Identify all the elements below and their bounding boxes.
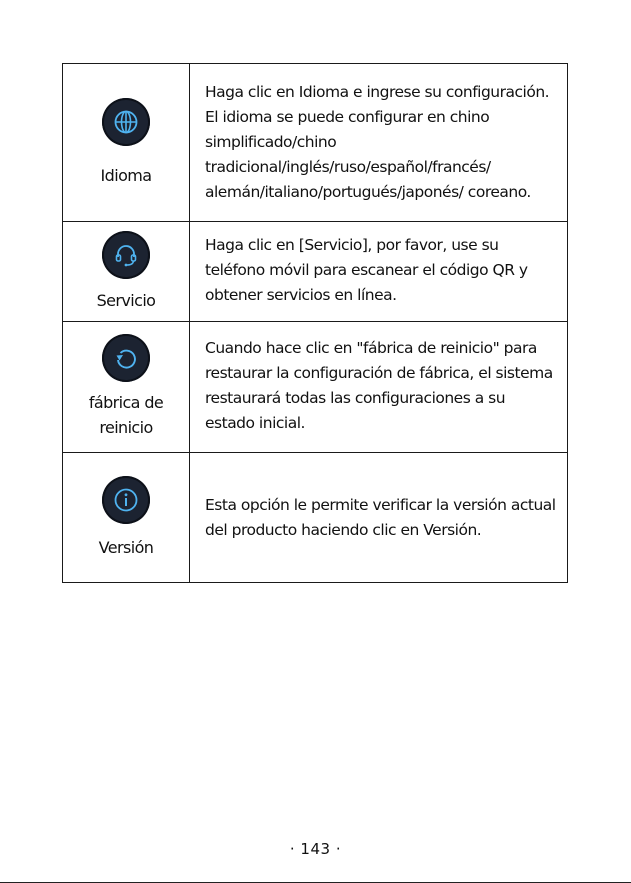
description-cell (190, 322, 568, 453)
label-cell (63, 453, 190, 583)
row-label: fábrica de reinicio (88, 393, 164, 437)
table-row-servicio (63, 222, 568, 322)
globe-icon (102, 98, 150, 146)
row-label: Versión (98, 537, 154, 557)
table-row-version (63, 453, 568, 583)
info-icon (102, 476, 150, 524)
row-description: Haga clic en [Servicio], por favor, use su teléfono móvil para escanear el código QR y obtener servicios en línea. (205, 236, 528, 304)
description-cell (190, 453, 568, 583)
table-row-reset (63, 322, 568, 453)
page-number: · 143 · (289, 840, 342, 858)
description-cell (190, 222, 568, 322)
label-cell (63, 222, 190, 322)
table-row-idioma (63, 64, 568, 222)
row-description: Haga clic en Idioma e ingrese su configuración. El idioma se puede configurar en chino simplificado/chino tradicional/inglés/ruso/español/francés/ alemán/italiano/portugués/japonés/ coreano. (205, 83, 550, 201)
description-cell (190, 64, 568, 222)
row-label: Servicio (96, 290, 156, 310)
headset-icon (102, 231, 150, 279)
settings-table (62, 63, 568, 583)
reset-icon (102, 334, 150, 382)
label-cell (63, 322, 190, 453)
row-label: Idioma (100, 165, 152, 185)
row-description: Esta opción le permite verificar la versión actual del producto haciendo clic en Versión. (205, 495, 556, 539)
label-cell (63, 64, 190, 222)
row-description: Cuando hace clic en "fábrica de reinicio" para restaurar la configuración de fábrica, el sistema restaurará todas las configuraciones a su estado inicial. (205, 339, 553, 432)
